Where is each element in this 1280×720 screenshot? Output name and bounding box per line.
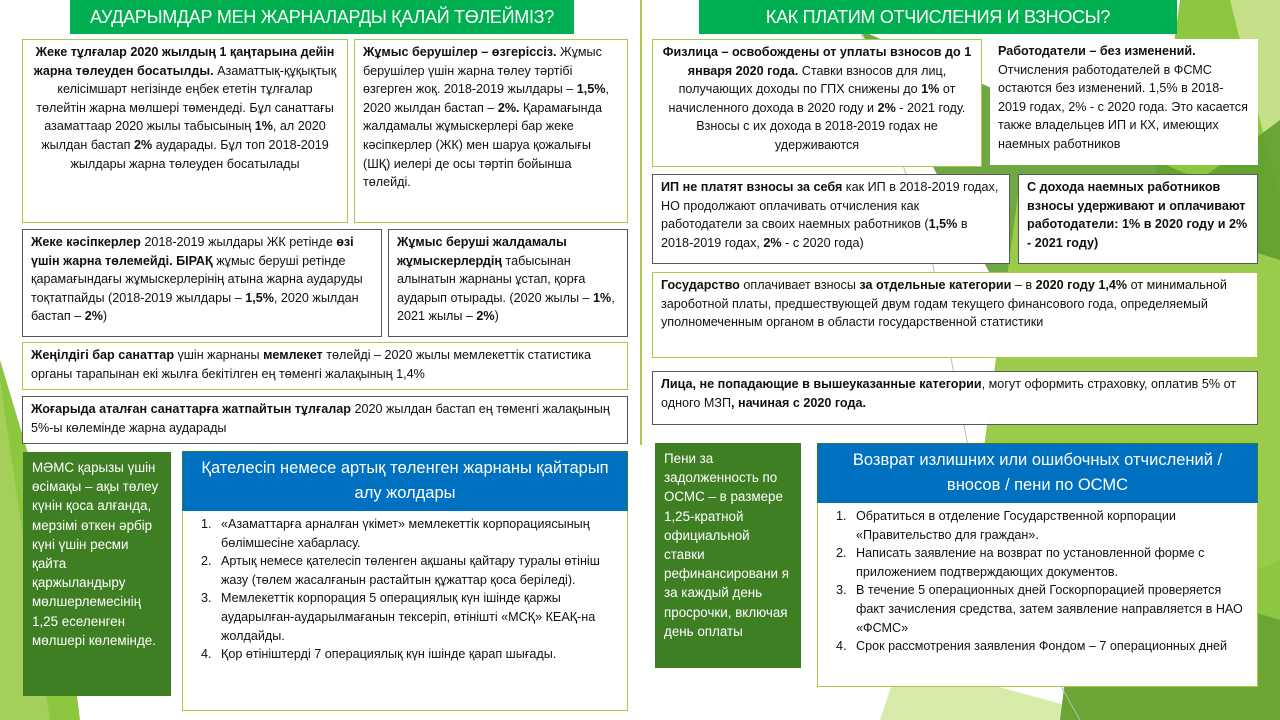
kz-others-card <box>22 396 628 444</box>
kz-privileged-text: үшін жарнаны <box>174 348 264 362</box>
ru-refund-step: 2. Написать заявление на возврат по установленной форме с приложением подтверждающих документов. <box>850 544 1249 581</box>
kz-withholding-text3: ) <box>494 309 499 324</box>
kz-entrepreneurs-rate2: 2% <box>84 309 103 324</box>
ru-individuals-rate2: 2% <box>877 100 896 115</box>
kz-entrepreneurs-card <box>22 229 382 337</box>
ru-others-bold2: , начиная с 2020 года. <box>731 395 866 410</box>
ru-state-card <box>652 272 1258 358</box>
kz-entrepreneurs-text4: ) <box>102 309 108 324</box>
kz-refund-panel <box>182 451 628 711</box>
ru-ip-card <box>652 174 1010 264</box>
ru-refund-heading: Возврат излишних или ошибочных отчислений / вносов / пени по ОСМС <box>817 443 1258 503</box>
ru-refund-step: 1. Обратиться в отделение Государственной корпорации «Правительство для граждан». <box>850 507 1249 544</box>
kz-individuals-text2: , ал 2020 жылдан бастап <box>41 119 326 152</box>
ru-state-rate: 2020 году 1,4% <box>1035 278 1128 292</box>
ru-withholding-card: С дохода наемных работников взносы удерживают и оплачивают работодатели: 1% в 2020 году и 2% - 2021 году) <box>1018 174 1258 264</box>
ru-individuals-rate1: 1% <box>921 82 940 97</box>
ru-employers-card <box>990 39 1258 165</box>
kz-others-bold: Жоғарыда аталған санаттарға жатпайтын тұлғалар <box>31 402 351 416</box>
ru-individuals-text2: от начисленного дохода в 2020 году и <box>668 82 956 115</box>
kz-individuals-text: Азаматтық-құқықтық келісімшарт негізінде еңбек ететін тұлғалар төлейтін жарна мөлшері төмендеді. Бұл санаттағы азаматтаар 2020 жылы табысының <box>36 63 337 134</box>
kz-privileged-text2: төлейді – 2020 жылы мемлекеттік статистика органы тарапынан екі жылға бекітілген ең төменгі жалақының 1,4% <box>31 348 591 381</box>
kz-withholding-rate1: 1% <box>593 290 612 305</box>
kz-refund-step: 3. Мемлекеттік корпорация 5 операциялық күн ішінде қаржы аударылған-аударылмағанын тексеріп, өтінішті «МСҚ» КЕАҚ-на жолдайды. <box>215 589 619 645</box>
kz-withholding-rate2: 2% <box>476 309 495 324</box>
ru-state-bold: Государство <box>661 278 740 292</box>
ru-individuals-text3: - 2021 году. Взносы с их дохода в 2018-2019 годах не удерживаются <box>696 100 966 152</box>
kz-refund-step: 4. Қор өтініштерді 7 операциялық күн ішінде қарап шығады. <box>215 645 619 664</box>
kz-entrepreneurs-bold2: өзі үшін жарна төлемейді. БІРАҚ <box>31 235 354 268</box>
ru-refund-step: 3. В течение 5 операционных дней Госкорпорацией проверяется факт зачисления средства, затем заявление направляется в НАО «ФСМС» <box>850 581 1249 637</box>
kz-entrepreneurs-rate1: 1,5% <box>245 290 274 305</box>
kz-withholding-bold: Жұмыс беруші жалдамалы жұмыскерлердің <box>397 235 567 268</box>
ru-ip-text3: - с 2020 года) <box>781 235 864 250</box>
kz-refund-heading: Қателесіп немесе артық төленген жарнаны қайтарып алу жолдары <box>182 451 628 511</box>
left-title: АУДАРЫМДАР МЕН ЖАРНАЛАРДЫ ҚАЛАЙ ТӨЛЕЙМІЗ? <box>70 0 574 34</box>
kz-refund-steps <box>182 511 628 711</box>
kz-employers-card <box>354 39 628 223</box>
kz-individuals-text3: аударады. Бұл топ 2018-2019 жылдары жарна төлеуден босатылады <box>70 137 329 171</box>
kz-penalty-box: МӘМС қарызы үшін өсімақы – ақы төлеу күнін қоса алғанда, мерзімі өткен әрбір күні үшін ресми қайта қаржыландыру мөлшерлемесінің 1,25 еселенген мөлшері көлемінде. <box>23 452 171 696</box>
kz-entrepreneurs-text3: , 2020 жылдан бастап – <box>31 290 359 324</box>
ru-state-text: оплачивает взносы <box>739 278 860 292</box>
ru-ip-rate1: 1,5% <box>928 217 958 232</box>
kz-individuals-card <box>22 39 348 223</box>
ru-others-card <box>652 371 1258 425</box>
ru-state-text3: от минимальной зароботной платы, предшествующей двум годам текущего финансового года, определяемый уполномеченным органом в области государственной статистики <box>661 278 1227 330</box>
ru-individuals-card <box>652 39 982 167</box>
ru-others-text: , могут оформить страховку, оплатив 5% от одного МЗП <box>661 377 1237 410</box>
ru-ip-text2: в 2018-2019 годах, <box>661 217 968 250</box>
ru-ip-bold: ИП не платят взносы за себя <box>661 180 843 194</box>
ru-penalty-box: Пени за задолженность по ОСМС – в размере 1,25-кратной официальной ставки рефинансировани я за каждый день просрочки, включая день оплаты <box>655 443 801 668</box>
kz-individuals-rate1: 1% <box>254 119 273 134</box>
column-divider <box>640 0 642 445</box>
kz-employers-text2: , 2020 жылдан бастап – <box>363 82 609 115</box>
ru-state-text2: – в <box>1011 278 1036 292</box>
kz-privileged-card <box>22 342 628 390</box>
kz-employer-withholding-card <box>388 229 628 337</box>
ru-employers-bold: Работодатели – без изменений. <box>998 44 1196 58</box>
kz-entrepreneurs-bold: Жеке кәсіпкерлер <box>31 235 141 249</box>
kz-privileged-bold: Жеңілдігі бар санаттар <box>31 348 175 362</box>
kz-employers-bold: Жұмыс берушілер – өзгеріссіз. <box>363 45 557 59</box>
kz-entrepreneurs-text: 2018-2019 жылдары ЖК ретінде <box>140 235 337 249</box>
kz-employers-rate1: 1,5% <box>576 82 606 97</box>
kz-employers-text: Жұмыс берушілер үшін жарна төлеу тәртібі өзгерген жоқ. 2018-2019 жылдары – <box>363 45 602 97</box>
ru-individuals-bold: Физлица – освобождены от уплаты взносов до 1 января 2020 года. <box>662 45 972 78</box>
kz-employers-text3: Қарамағында жалдамалы жұмыскерлері бар жеке кәсіпкерлер (ЖК) мен шаруа қожалығы (ШҚ) иелері де осы тәртіп бойынша төлейді. <box>363 100 602 190</box>
kz-employers-rate2: 2%. <box>497 100 520 115</box>
right-title: КАК ПЛАТИМ ОТЧИСЛЕНИЯ И ВЗНОСЫ? <box>699 0 1177 34</box>
kz-withholding-text: табысынан алынатын жарнаны ұстап, қорға аударып отырады. (2020 жылы – <box>397 253 594 305</box>
ru-refund-step: 4. Срок рассмотрения заявления Фондом – 7 операционных дней <box>850 637 1249 656</box>
kz-refund-step: 2. Артық немесе қателесіп төленген ақшаны қайтару туралы өтініш жазу (төлем жасалғанын растайтын құжаттар қоса беріледі). <box>215 552 619 589</box>
ru-employers-text: Отчисления работодателей в ФСМС остаются без изменений. 1,5% в 2018-2019 годах, 2% - с 2020 года. Это касается также владельцев ИП и КХ, имеющих наемных работников <box>998 62 1248 151</box>
kz-refund-step: 1. «Азаматтарға арналған үкімет» мемлекеттік корпорациясының бөлімшесіне хабарласу. <box>215 515 619 552</box>
ru-refund-steps <box>817 503 1258 687</box>
ru-ip-text: как ИП в 2018-2019 годах, НО продолжают оплачивать отчисления как работодатели за своих наемных работников ( <box>661 180 999 232</box>
kz-privileged-bold2: мемлекет <box>263 348 323 362</box>
kz-individuals-rate2: 2% <box>134 137 153 152</box>
ru-refund-panel <box>817 443 1258 687</box>
ru-ip-rate2: 2% <box>763 235 782 250</box>
ru-individuals-text: Ставки взносов для лиц, получающих доходы по ГПХ снижены до <box>678 63 947 97</box>
kz-individuals-bold: Жеке тұлғалар 2020 жылдың 1 қаңтарына дейін жарна төлеуден босатылды. <box>33 45 335 78</box>
ru-others-bold: Лица, не попадающие в вышеуказанные категории <box>661 377 982 391</box>
kz-entrepreneurs-text2: жұмыс беруші ретінде қарамағындағы жұмыскерлерінің атына жарна аударуды тоқтатпайды (2018-2019 жылдары – <box>31 253 363 305</box>
ru-state-bold2: за отдельные категории <box>859 278 1012 292</box>
kz-withholding-text2: , 2021 жылы – <box>397 290 615 324</box>
kz-others-text: 2020 жылдан бастап ең төменгі жалақының 5%-ы көлемінде жарна аударады <box>31 402 610 435</box>
